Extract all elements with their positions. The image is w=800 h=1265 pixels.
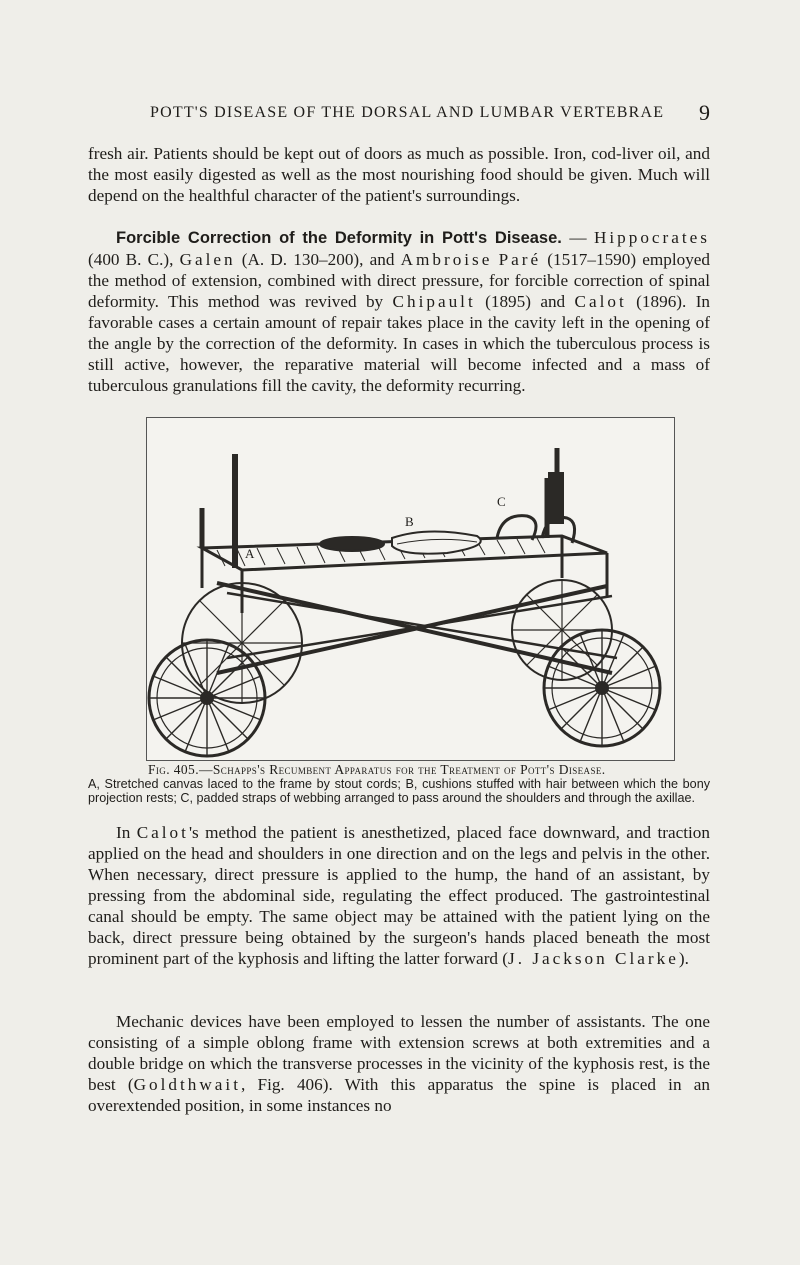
author-goldthwait: Goldthwait	[133, 1075, 241, 1094]
text-span: , Fig. 406). With this apparatus the spine is placed in an overextended position, in some instances no	[88, 1075, 710, 1115]
heading-dash: —	[561, 228, 594, 247]
author-pare: Paré	[498, 250, 542, 269]
section-heading: Forcible Correction of the Deformity in Pott's Disease.	[116, 229, 562, 247]
figure-caption-legend: A, Stretched canvas laced to the frame by stout cords; B, cushions stuffed with hair between which the bony projection rests; C, padded straps of webbing arranged to pass around the shoulders and through the axillae.	[88, 777, 710, 805]
text-span: 's method the patient is anesthetized, placed face downward, and traction applied on the head and shoulders in one direction and on the legs and pelvis in the other. When necessary, direct pressure is applied to the hump, the hand of an assistant, by pressing from the abdominal side, regulating the effect produced. The gastrointestinal canal should be empty. The same object may be attained with the patient lying on the back, direct pressure being obtained by the surgeon's hands placed beneath the most prominent part of the kyphosis and lifting the latter forward (	[88, 823, 710, 968]
text-span: (1895) and	[475, 292, 575, 311]
paragraph-mechanic-devices	[88, 1011, 710, 1116]
text-span: (400 B. C.),	[88, 250, 180, 269]
author-calot: Calot	[136, 823, 189, 842]
text-span: ).	[678, 949, 689, 968]
text-span: (1517–1590) employed the method of extension, combined with direct pressure, for forcible correction of spinal deformity. This method was revived by	[88, 250, 711, 311]
recumbent-apparatus-illustration	[147, 418, 674, 760]
paragraph-fresh-air	[88, 143, 710, 206]
author-galen: Galen	[179, 250, 236, 269]
author-hippocrates: Hippocrates	[593, 228, 710, 247]
label-c: C	[497, 494, 506, 509]
label-b: B	[405, 514, 414, 529]
page-number: 9	[699, 100, 710, 125]
page-header	[150, 100, 710, 130]
text-span: In	[116, 823, 137, 842]
paragraph-text: fresh air. Patients should be kept out of doors as much as possible. Iron, cod-liver oil, and the most easily digested as well as the most nourishing food should be given. Much will depend on the healthful character of the patient's surroundings.	[88, 144, 710, 205]
text-span: (A. D. 130–200), and	[235, 250, 401, 269]
author-calot: Calot	[574, 292, 627, 311]
cushion-dark	[320, 537, 384, 551]
author-jackson-clarke: J. Jackson Clarke	[508, 949, 679, 968]
author-ambroise: Ambroise	[400, 250, 493, 269]
paragraph-calot-method	[88, 822, 710, 969]
label-a: A	[245, 546, 255, 561]
figure-caption-title: Fig. 405.—Schapps's Recumbent Apparatus for the Treatment of Pott's Disease.	[148, 762, 606, 777]
paragraph-forcible-correction	[88, 227, 710, 396]
figure-apparatus	[146, 417, 675, 761]
text-span: (1896). In favorable cases a certain amount of repair takes place in the cavity left in the opening of the angle by the correction of the deformity. In cases in which the tuberculous process is still active, however, the reparative material will become infected and a mass of tuberculous granulations fill the cavity, the deformity recurring.	[88, 292, 711, 395]
running-head: POTT'S DISEASE OF THE DORSAL AND LUMBAR VERTEBRAE	[150, 104, 665, 121]
author-chipault: Chipault	[392, 292, 476, 311]
text-span: Mechanic devices have been employed to lessen the number of assistants. The one consisting of a simple oblong frame with extension screws at both extremities and a double bridge on which the transverse processes in the vicinity of the kyphosis rest, is the best (	[88, 1012, 710, 1094]
